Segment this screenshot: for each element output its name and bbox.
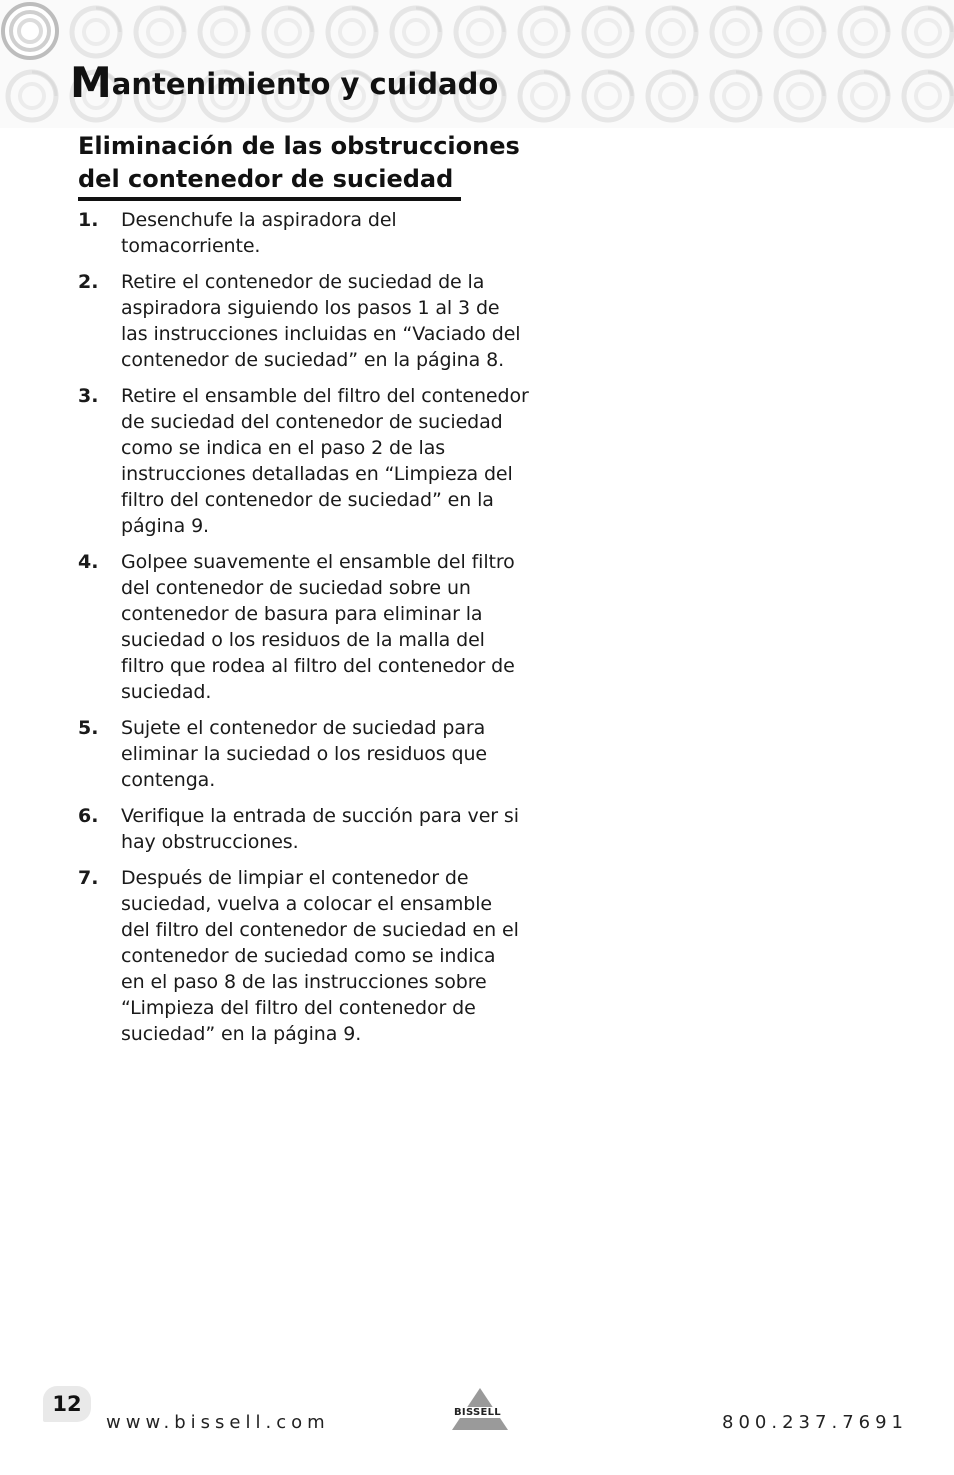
list-item: [78, 715, 538, 793]
step-text: Golpee suavemente el ensamble del filtro del contenedor de suciedad sobre un contenedor de basura para eliminar la suciedad o los residuos de la malla del filtro que rodea al filtro del contenedor de suciedad.: [121, 551, 515, 703]
page-number-badge: [43, 1386, 91, 1422]
step-number: 3.: [78, 385, 99, 407]
footer-phone: 800.237.7691: [722, 1412, 908, 1433]
step-number: 4.: [78, 551, 99, 573]
page-title-initial: M: [70, 58, 112, 107]
step-text: Verifique la entrada de succión para ver si hay obstrucciones.: [121, 805, 519, 853]
step-number: 7.: [78, 867, 99, 889]
step-number: 2.: [78, 271, 99, 293]
section-heading: Eliminación de las obstrucciones del contenedor de suciedad: [78, 132, 520, 193]
step-text: Desenchufe la aspiradora del tomacorriente.: [121, 209, 397, 257]
step-number: 6.: [78, 805, 99, 827]
steps-list: [78, 207, 538, 1057]
list-item: [78, 383, 538, 539]
list-item: [78, 865, 538, 1047]
brand-name: BISSELL: [454, 1407, 501, 1418]
step-text: Retire el ensamble del filtro del contenedor de suciedad del contenedor de suciedad como se indica en el paso 2 de las instrucciones detalladas en “Limpieza del filtro del contenedor de suciedad” en la página 9.: [121, 385, 529, 537]
page-title-rest: antenimiento y cuidado: [111, 67, 499, 101]
heading-underline: [78, 197, 461, 201]
step-text: Retire el contenedor de suciedad de la aspiradora siguiendo los pasos 1 al 3 de las instrucciones incluidas en “Vaciado del contenedor de suciedad” en la página 8.: [121, 271, 521, 371]
list-item: [78, 207, 538, 259]
step-text: Sujete el contenedor de suciedad para eliminar la suciedad o los residuos que contenga.: [121, 717, 488, 791]
list-item: [78, 803, 538, 855]
step-text: Después de limpiar el contenedor de suciedad, vuelva a colocar el ensamble del filtro del contenedor de suciedad en el contenedor de suciedad como se indica en el paso 8 de las instrucciones sobre “Limpieza del filtro del contenedor de suciedad” en la página 9.: [121, 867, 519, 1045]
step-number: 1.: [78, 209, 99, 231]
list-item: [78, 549, 538, 705]
list-item: [78, 269, 538, 373]
page-title: [70, 58, 498, 107]
swirl-logo-icon: [0, 0, 60, 62]
bissell-logo: [446, 1388, 510, 1436]
footer-website: www.bissell.com: [106, 1412, 330, 1433]
header-banner: [0, 0, 954, 128]
page-number: 12: [52, 1392, 82, 1416]
step-number: 5.: [78, 717, 99, 739]
